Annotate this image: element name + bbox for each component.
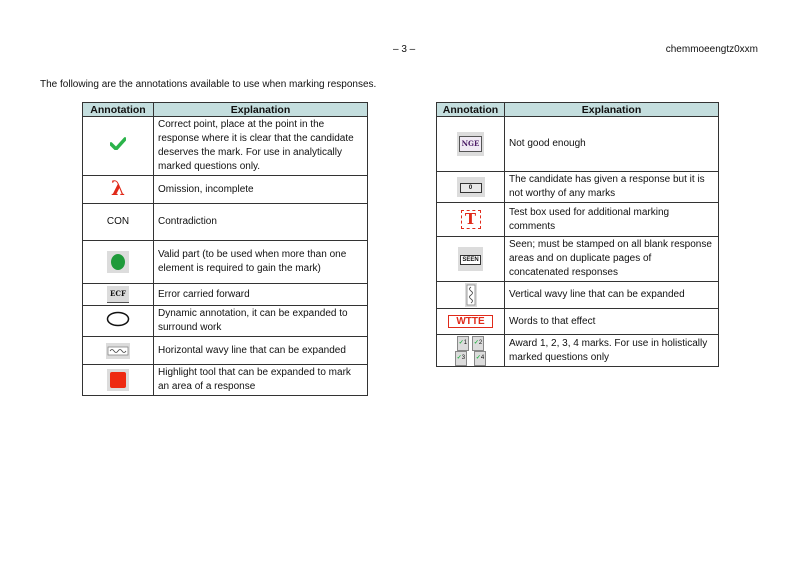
explanation-cell: Valid part (to be used when more than one element is required to gain the mark) [154,241,368,284]
table-row [83,306,368,337]
document-code: chemmoeengtz0xxm [665,44,758,55]
col-annotation: Annotation [437,103,505,117]
red-highlight-icon [107,369,129,391]
table-row [83,284,368,306]
seen-icon: SEEN [458,247,482,271]
explanation-cell: Horizontal wavy line that can be expanded [154,337,368,365]
explanation-cell: Omission, incomplete [154,176,368,204]
table-row [437,282,719,309]
red-caret-omission-icon: λ [110,176,126,200]
explanation-cell: Vertical wavy line that can be expanded [505,282,719,309]
award-1-mark-icon: ✓1 [457,336,469,351]
con-label: CON [83,204,154,241]
table-row [437,237,719,282]
table-row [83,365,368,396]
col-explanation: Explanation [505,103,719,117]
nge-icon: NGE [457,132,485,156]
explanation-cell: Error carried forward [154,284,368,306]
explanation-cell: Award 1, 2, 3, 4 marks. For use in holistically marked questions only [505,335,719,367]
wtte-icon: WTTE [448,315,492,328]
ecf-icon: ECF [107,286,129,303]
col-explanation: Explanation [154,103,368,117]
table-row [83,117,368,176]
explanation-cell: Not good enough [505,117,719,172]
page-number: – 3 – [393,44,416,55]
explanation-cell: Contradiction [154,204,368,241]
award-4-marks-icon: ✓4 [474,351,486,366]
vertical-wavy-line-icon [465,283,477,307]
table-row [83,241,368,284]
explanation-cell: Dynamic annotation, it can be expanded to surround work [154,306,368,337]
table-row [437,309,719,335]
green-dot-icon [107,251,129,273]
annotations-table-right [436,102,719,367]
annotations-table-left [82,102,368,396]
col-annotation: Annotation [83,103,154,117]
explanation-cell: The candidate has given a response but it is not worthy of any marks [505,172,719,203]
zero-marks-icon: 0 [457,177,485,197]
explanation-cell: Seen; must be stamped on all blank response areas and on duplicate pages of concatenated responses [505,237,719,282]
ellipse-icon [106,311,130,327]
table-row [83,337,368,365]
horizontal-wavy-line-icon [106,343,130,359]
explanation-cell: Words to that effect [505,309,719,335]
text-box-icon: T [461,210,481,229]
table-row [437,117,719,172]
table-row [437,203,719,237]
award-2-marks-icon: ✓2 [472,336,484,351]
explanation-cell: Correct point, place at the point in the response where it is clear that the candidate deserves the mark. For use in analytically marked questions only. [154,117,368,176]
explanation-cell: Test box used for additional marking comments [505,203,719,237]
intro-text: The following are the annotations available to use when marking responses. [40,79,377,90]
award-3-marks-icon: ✓3 [455,351,467,366]
green-tick-icon [110,137,126,150]
table-row [83,176,368,204]
table-row [437,172,719,203]
table-row [437,335,719,367]
explanation-cell: Highlight tool that can be expanded to mark an area of a response [154,365,368,396]
table-row [83,204,368,241]
